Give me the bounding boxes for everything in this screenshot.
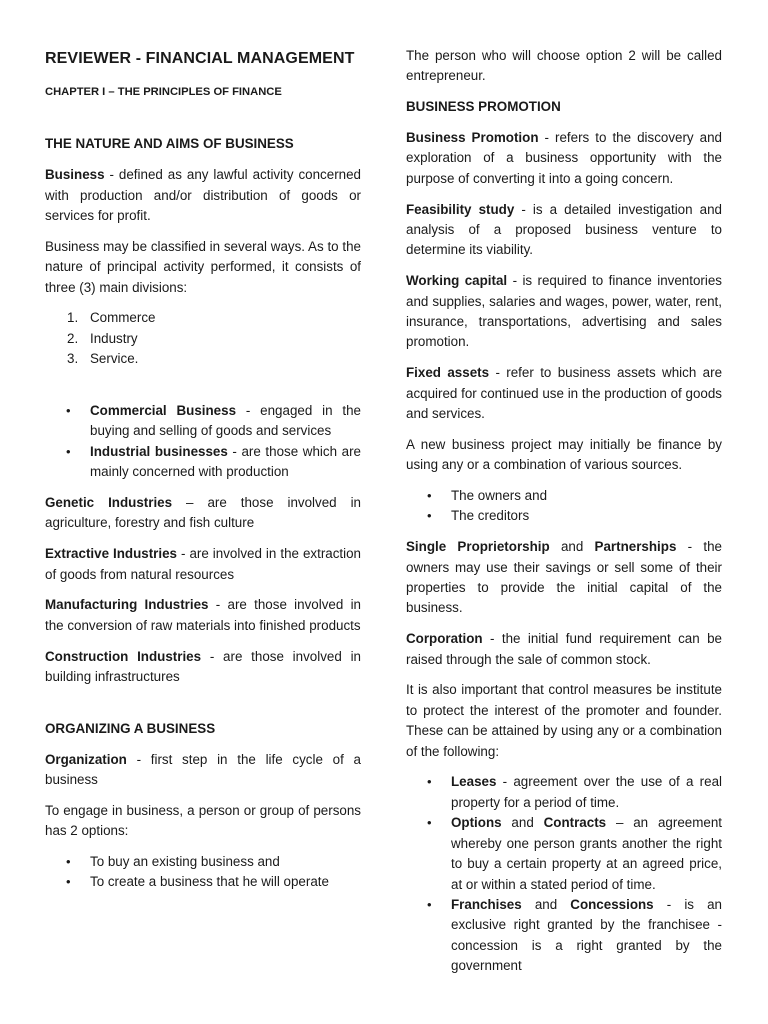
definition-text: - is a detailed investigation and analysis of a proposed business venture to determine its viability. — [406, 201, 722, 258]
bullet-icon: • — [427, 815, 432, 831]
term-partnerships: Partnerships — [594, 539, 677, 555]
classification-paragraph: Business may be classified in several ways. As to the nature of principal activity performed, it consists of three (3) main divisions: — [45, 238, 361, 295]
bullet-icon: • — [427, 508, 432, 524]
list-item-label: To create a business that he will operate — [90, 874, 329, 890]
document-title: REVIEWER - FINANCIAL MANAGEMENT — [45, 50, 355, 67]
list-item — [45, 852, 361, 872]
finance-paragraph: A new business project may initially be finance by using any or a combination of various sources. — [406, 436, 722, 473]
bullet-icon: • — [66, 874, 71, 890]
definition-text: - the owners may use their savings or sell some of their properties to provide the initial capital of the business. — [406, 539, 722, 616]
business-def-text: - defined as any lawful activity concerned with production and/or distribution of goods or services for profit. — [45, 167, 361, 224]
control-paragraph: It is also important that control measures be institute to protect the interest of the promoter and founder. These can be attained by using any or a combination of the following: — [406, 682, 722, 759]
working-capital-definition — [406, 271, 722, 353]
term-business: Business — [45, 167, 105, 183]
section-heading-promotion: BUSINESS PROMOTION — [406, 99, 561, 115]
list-item — [45, 872, 361, 892]
term-single-proprietorship: Single Proprietorship — [406, 539, 550, 555]
left-column — [45, 44, 361, 903]
list-item — [406, 486, 722, 506]
definition-text: - are those involved in the conversion of raw materials into finished products — [45, 597, 361, 633]
term-organization: Organization — [45, 751, 127, 767]
term-fixed-assets: Fixed assets — [406, 365, 490, 381]
list-number: 2. — [67, 330, 79, 346]
options-paragraph: To engage in business, a person or group of persons has 2 options: — [45, 802, 361, 839]
bullet-icon: • — [66, 443, 71, 459]
conjunction-text: and — [501, 815, 544, 831]
list-item-label: Industry — [90, 330, 138, 346]
list-number: 3. — [67, 351, 79, 367]
definition-text: - is an exclusive right granted by the franchisee - concession is a right granted by the government — [451, 896, 722, 974]
section-heading-organizing: ORGANIZING A BUSINESS — [45, 720, 216, 736]
options-list — [45, 852, 361, 893]
list-item — [406, 506, 722, 526]
definition-text: - engaged in the buying and selling of goods and services — [90, 403, 361, 439]
list-item — [406, 813, 722, 895]
list-item-label: Service. — [90, 351, 139, 367]
term-construction-industries: Construction Industries — [45, 648, 202, 664]
definition-text: - are those involved in building infrastructures — [45, 648, 361, 685]
business-promotion-definition — [406, 128, 722, 189]
manufacturing-industries — [45, 595, 361, 636]
organization-definition — [45, 750, 361, 791]
list-item-label: The creditors — [451, 508, 530, 524]
term-business-promotion: Business Promotion — [406, 130, 539, 145]
term-contracts: Contracts — [543, 815, 607, 831]
list-item — [45, 401, 361, 442]
bullet-icon: • — [66, 403, 71, 419]
list-item-label: Commerce — [90, 310, 156, 326]
definition-text: – are those involved in agriculture, forestry and fish culture — [45, 495, 362, 531]
definition-text: - the initial fund requirement can be raised through the sale of common stock. — [406, 631, 722, 667]
term-genetic-industries: Genetic Industries — [45, 495, 173, 511]
definition-text: - is required to finance inventories and supplies, salaries and wages, power, water, rent, insurance, transportations, advertising and sales promotion. — [406, 273, 722, 350]
spacer — [45, 380, 361, 401]
proprietorship-paragraph — [406, 537, 722, 619]
extractive-industries — [45, 544, 361, 585]
divisions-list — [45, 308, 361, 369]
bullet-icon: • — [66, 854, 71, 870]
definition-text: - are involved in the extraction of goods from natural resources — [45, 546, 362, 582]
term-franchises: Franchises — [451, 896, 522, 912]
option2-paragraph: The person who will choose option 2 will be called entrepreneur. — [406, 48, 722, 84]
bullet-icon: • — [427, 774, 432, 790]
term-feasibility-study: Feasibility study — [406, 201, 515, 217]
corporation-paragraph — [406, 629, 722, 670]
term-extractive-industries: Extractive Industries — [45, 546, 178, 562]
term-manufacturing-industries: Manufacturing Industries — [45, 597, 209, 613]
list-item-label: To buy an existing business and — [90, 854, 280, 870]
term-commercial-business: Commercial Business — [90, 403, 237, 419]
term-leases: Leases — [451, 774, 497, 790]
list-item — [45, 329, 361, 349]
list-item-label: The owners and — [451, 488, 548, 504]
definition-text: - refers to the discovery and exploration of a business opportunity with the purpose of converting it into a going concern. — [406, 130, 722, 186]
list-item — [45, 308, 361, 328]
sources-list — [406, 486, 722, 527]
section-heading-nature: THE NATURE AND AIMS OF BUSINESS — [45, 136, 294, 152]
definition-text: - first step in the life cycle of a business — [45, 751, 361, 788]
conjunction-text: and — [521, 896, 571, 912]
term-options: Options — [451, 815, 502, 831]
term-industrial-businesses: Industrial businesses — [90, 443, 228, 459]
term-corporation: Corporation — [406, 631, 483, 647]
list-item — [45, 349, 361, 369]
business-definition — [45, 165, 361, 226]
business-types-list — [45, 401, 361, 483]
fixed-assets-definition — [406, 363, 722, 424]
control-measures-list — [406, 772, 722, 976]
term-working-capital: Working capital — [406, 273, 508, 289]
feasibility-study-definition — [406, 200, 722, 261]
list-item — [406, 895, 722, 977]
term-concessions: Concessions — [570, 896, 654, 912]
genetic-industries — [45, 493, 361, 534]
spacer — [45, 698, 361, 719]
definition-text: – an agreement whereby one person grants another the right to buy a certain property at an agreed price, at or within a stated period of time. — [451, 815, 722, 892]
definition-text: - refer to business assets which are acquired for continued use in the production of goods and services. — [406, 365, 723, 422]
chapter-heading: CHAPTER I – THE PRINCIPLES OF FINANCE — [45, 86, 282, 98]
bullet-icon: • — [427, 488, 432, 504]
definition-text: - are those which are mainly concerned with production — [90, 443, 361, 480]
conjunction-text: and — [549, 539, 595, 555]
construction-industries — [45, 647, 361, 688]
definition-text: - agreement over the use of a real property for a period of time. — [451, 774, 722, 810]
list-item — [45, 442, 361, 483]
list-item — [406, 772, 722, 813]
list-number: 1. — [67, 310, 79, 326]
bullet-icon: • — [427, 896, 432, 912]
right-column — [406, 46, 722, 987]
